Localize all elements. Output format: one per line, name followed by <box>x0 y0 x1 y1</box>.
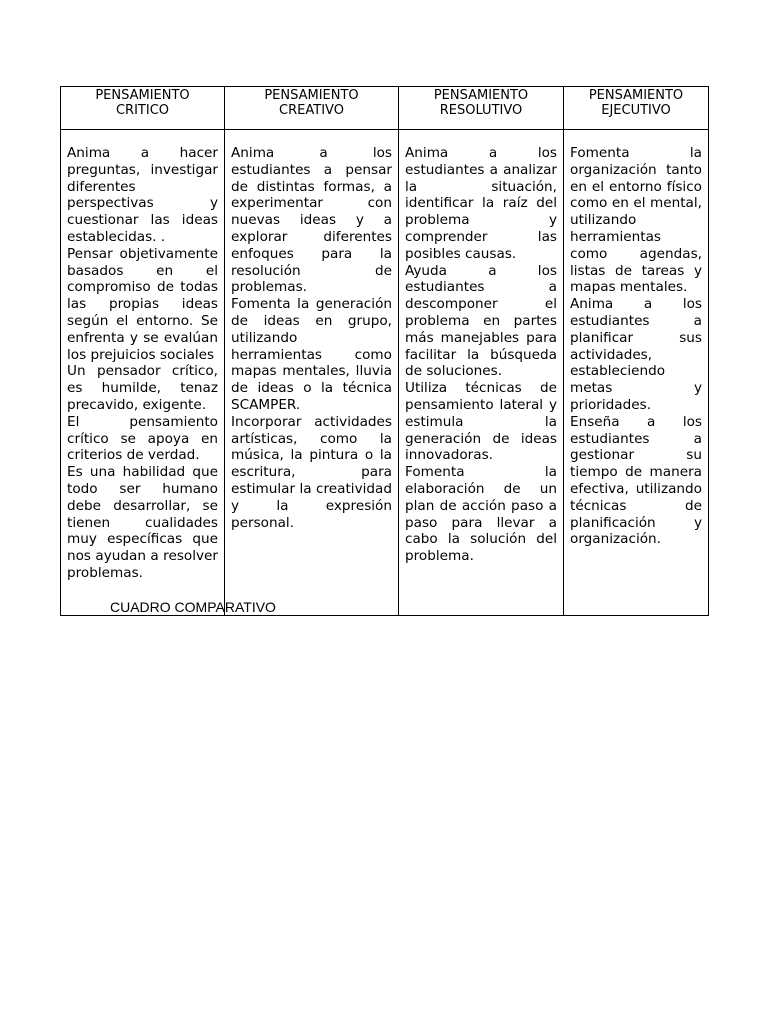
cell-executive-thinking: Fomenta la organización tanto en el entorno físico como en el mental, utilizando herramientas como agendas, listas de tareas y mapas mentales. Anima a los estudiantes a planificar sus actividades, estableciendo metas y prioridades. Enseña a los estudiantes a gestionar su tiempo de manera efectiva, utilizando técnicas de planificación y organización. <box>564 130 709 616</box>
comparison-table <box>60 86 709 616</box>
header-critical-thinking: PENSAMIENTO CRITICO <box>61 87 225 130</box>
header-resolutive-thinking: PENSAMIENTO RESOLUTIVO <box>399 87 564 130</box>
table-header-row <box>61 87 709 130</box>
header-creative-thinking: PENSAMIENTO CREATIVO <box>225 87 399 130</box>
cell-critical-thinking: Anima a hacer preguntas, investigar diferentes perspectivas y cuestionar las ideas establecidas. . Pensar objetivamente basados en el compromiso de todas las propias ideas según el entorno. Se enfrenta y se evalúan los prejuicios sociales Un pensador crítico, es humilde, tenaz precavido, exigente. El pensamiento crítico se apoya en criterios de verdad. Es una habilidad que todo ser humano debe desarrollar, se tienen cualidades muy específicas que nos ayudan a resolver problemas. <box>61 130 225 616</box>
header-executive-thinking: PENSAMIENTO EJECUTIVO <box>564 87 709 130</box>
cell-creative-thinking: Anima a los estudiantes a pensar de distintas formas, a experimentar con nuevas ideas y a explorar diferentes enfoques para la resolución de problemas. Fomenta la generación de ideas en grupo, utilizando herramientas como mapas mentales, lluvia de ideas o la técnica SCAMPER. Incorporar actividades artísticas, como la música, la pintura o la escritura, para estimular la creatividad y la expresión personal. <box>225 130 399 616</box>
table-caption: CUADRO COMPARATIVO <box>110 599 276 615</box>
cell-resolutive-thinking: Anima a los estudiantes a analizar la situación, identificar la raíz del problema y comprender las posibles causas. Ayuda a los estudiantes a descomponer el problema en partes más manejables para facilitar la búsqueda de soluciones. Utiliza técnicas de pensamiento lateral y estimula la generación de ideas innovadoras. Fomenta la elaboración de un plan de acción paso a paso para llevar a cabo la solución del problema. <box>399 130 564 616</box>
table-row <box>61 130 709 616</box>
